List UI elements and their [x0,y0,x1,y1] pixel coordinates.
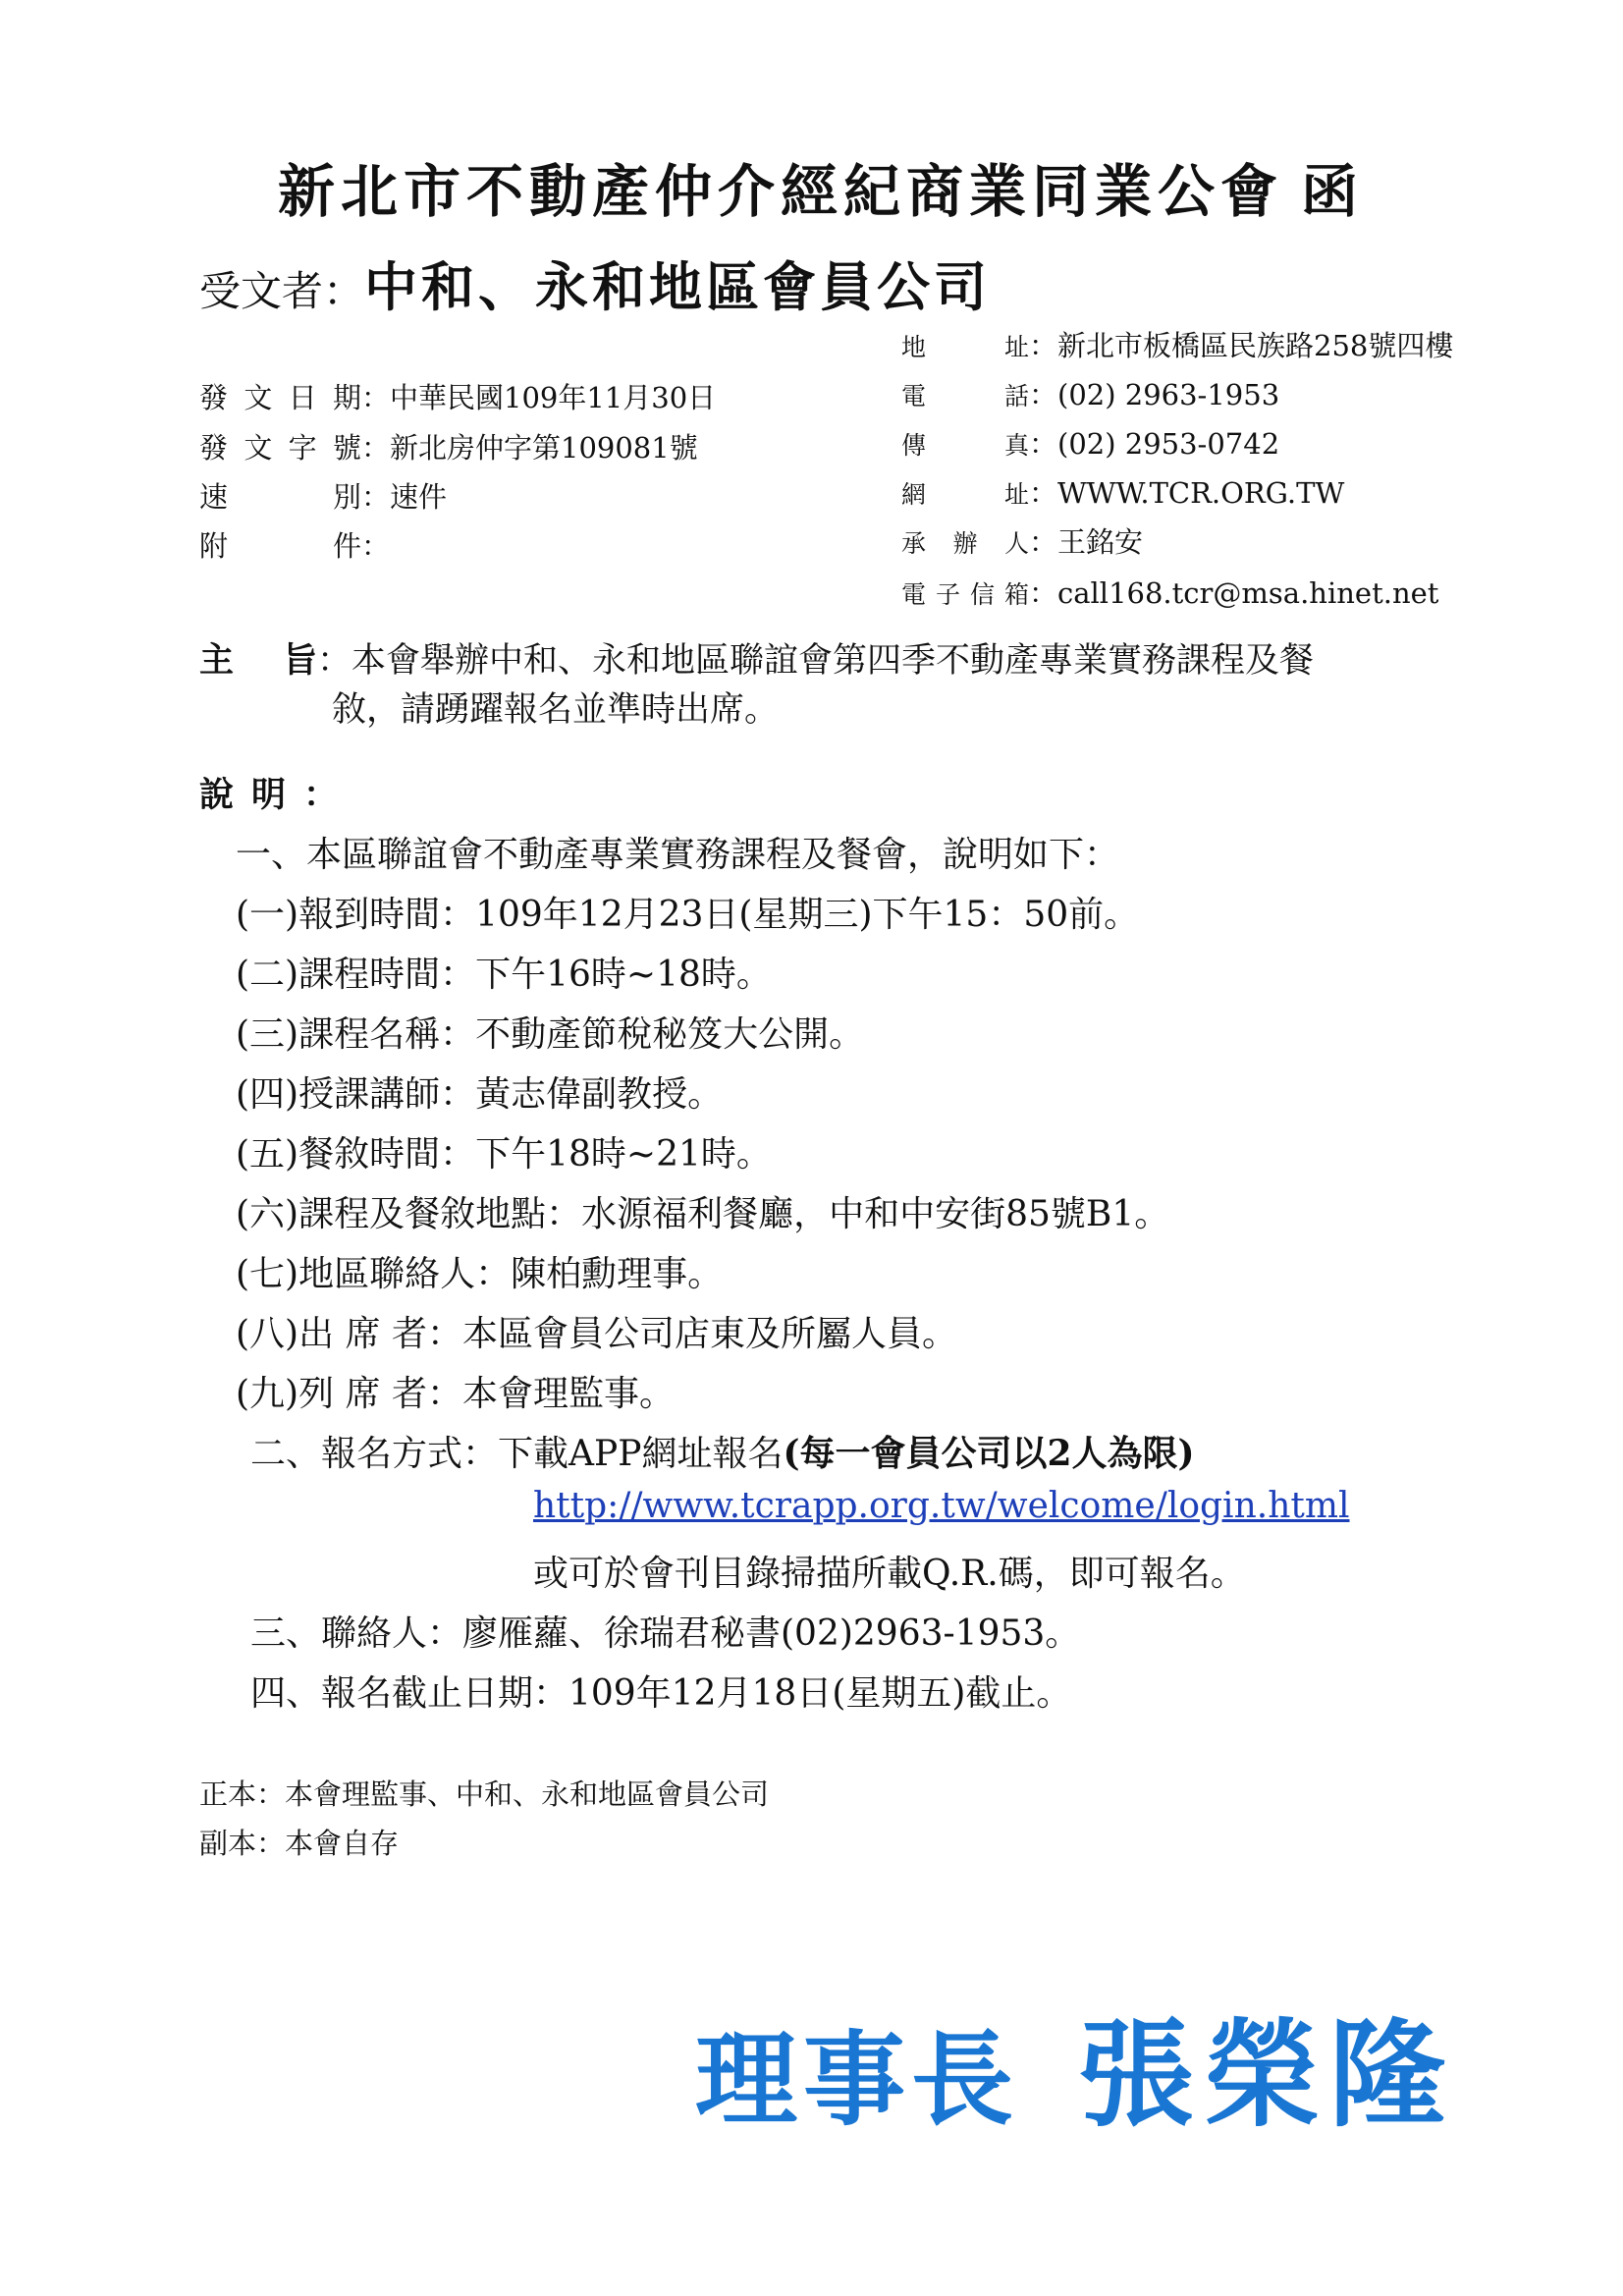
issue-date [199,376,716,416]
registration-link[interactable]: http://www.tcrapp.org.tw/welcome/login.html [533,1486,1350,1526]
explanation-item-1: 一、本區聯誼會不動產專業實務課程及餐會，說明如下： [236,835,1120,875]
contact-address-label: 地 址 [901,333,1029,361]
distribution-original: 正本：本會理監事、中和、永和地區會員公司 [199,1777,770,1811]
issue-number-label: 發文字號 [199,431,361,465]
issue-attachment-label: 附件 [199,529,361,563]
issue-date-label: 發文日期 [199,381,361,414]
issue-number-value: ：新北房仲字第109081號 [361,431,698,465]
detail-lecturer: (四)授課講師：黃志偉副教授。 [236,1074,724,1115]
explanation-item-3: 三、聯絡人：廖雁蘿、徐瑞君秘書(02)2963-1953。 [250,1613,1081,1654]
document-type: 函 [1301,158,1359,225]
recipient-value: 中和、永和地區會員公司 [364,255,992,318]
contact-fax [901,422,1279,463]
registration-method: 二、報名方式：下載APP網址報名 [250,1434,784,1474]
contact-fax-value: ：(02) 2953-0742 [1029,427,1280,461]
signature-name: 張榮隆 [1078,2006,1456,2143]
detail-local-contact: (七)地區聯絡人：陳柏勳理事。 [236,1254,724,1294]
subject-label: 主旨 [199,640,317,681]
contact-handler [901,520,1143,561]
detail-observers: (九)列 席 者：本會理監事。 [236,1374,675,1414]
detail-checkin: (一)報到時間：109年12月23日(星期三)下午15：50前。 [236,895,1140,935]
recipient-label: 受文者： [199,267,365,315]
explanation-item-2 [250,1426,1195,1476]
contact-email-value: ：call168.tcr@msa.hinet.net [1029,576,1439,610]
contact-website-label: 網 址 [901,480,1029,509]
issue-attachment-value: ： [361,529,391,563]
issue-date-value: ：中華民國109年11月30日 [361,381,717,414]
registration-limit: (每一會員公司以2人為限) [783,1433,1195,1474]
contact-handler-value: ：王銘安 [1029,525,1144,559]
contact-website-value: ：WWW.TCR.ORG.TW [1029,476,1345,510]
issue-attachment [199,524,390,565]
issue-speed-label: 速別 [199,480,361,514]
detail-course-name: (三)課程名稱：不動產節稅秘笈大公開。 [236,1014,865,1055]
explanation-label: 說明： [199,775,356,815]
distribution-copy: 副本：本會自存 [199,1827,400,1860]
contact-fax-label: 傳 真 [901,431,1029,460]
chairman-signature [695,1982,1455,2149]
detail-course-time: (二)課程時間：下午16時~18時。 [236,955,772,995]
explanation-item-4: 四、報名截止日期：109年12月18日(星期五)截止。 [250,1673,1072,1714]
contact-phone-label: 電 話 [901,382,1029,410]
contact-website [901,471,1344,512]
detail-venue: (六)課程及餐敘地點：水源福利餐廳，中和中安街85號B1。 [236,1194,1170,1234]
registration-qr-note: 或可於會刊目錄掃描所載Q.R.碼，即可報名。 [533,1554,1246,1594]
contact-phone [901,373,1279,413]
subject-line-2: 敘，請踴躍報名並準時出席。 [332,690,780,730]
subject-text-1: ：本會舉辦中和、永和地區聯誼會第四季不動產專業實務課程及餐 [317,641,1315,681]
issue-speed [199,475,447,516]
contact-phone-value: ：(02) 2963-1953 [1029,378,1280,411]
detail-attendees: (八)出 席 者：本區會員公司店東及所屬人員。 [236,1314,957,1354]
contact-address-value: ：新北市板橋區民族路258號四樓 [1029,329,1454,362]
detail-dinner-time: (五)餐敘時間：下午18時~21時。 [236,1134,772,1175]
contact-email-label: 電子信箱 [901,580,1029,609]
signature-title: 理事長 [695,2019,1020,2140]
issue-number [199,426,698,466]
contact-address [901,324,1453,364]
issue-speed-value: ：速件 [361,480,448,514]
recipient [199,246,991,321]
subject-line-1 [199,636,1314,685]
contact-email [901,572,1438,612]
organization-title: 新北市不動產仲介經紀商業同業公會 [278,158,1284,225]
contact-handler-label: 承辦人 [901,529,1029,558]
